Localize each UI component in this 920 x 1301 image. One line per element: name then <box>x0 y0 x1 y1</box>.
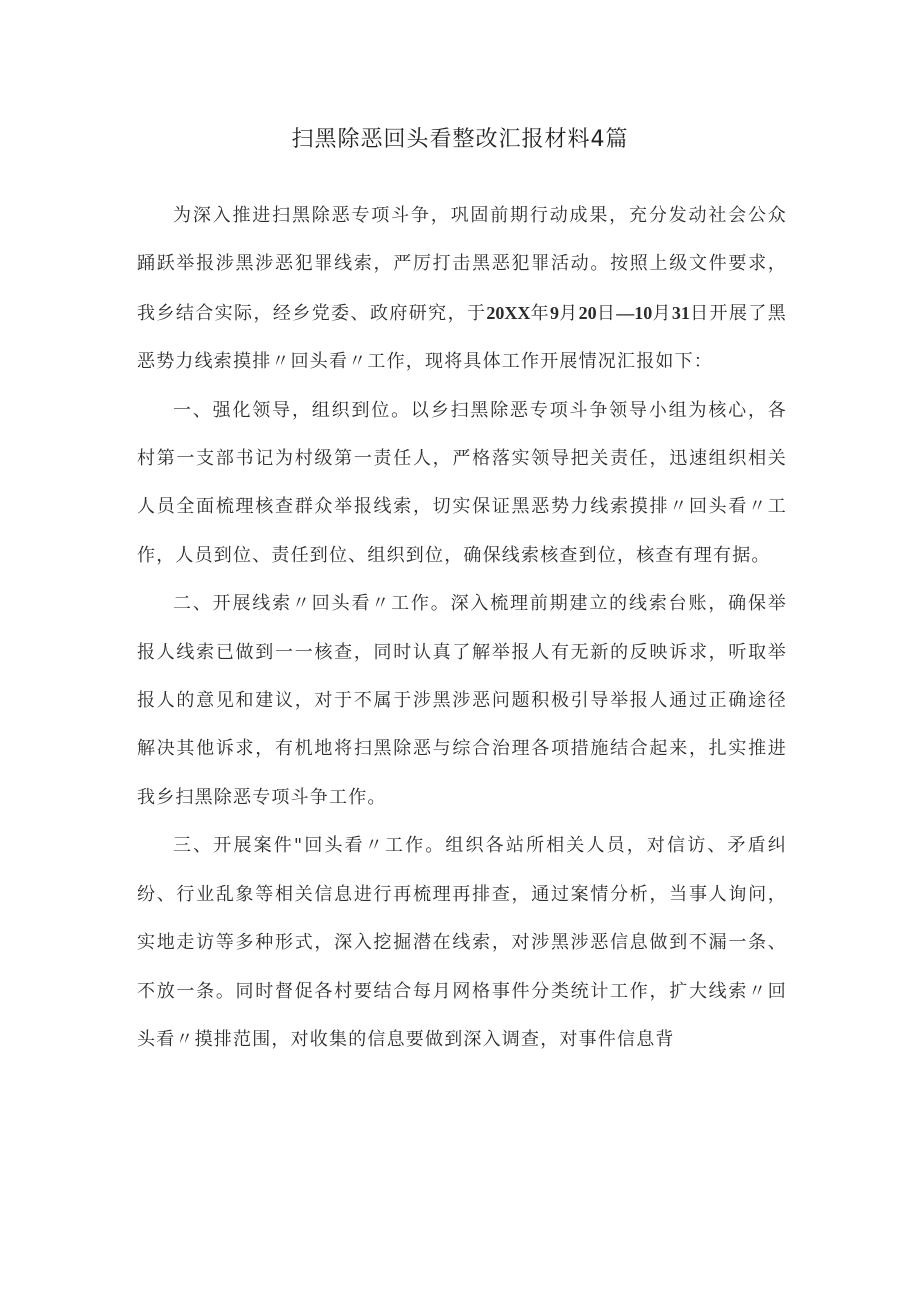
intro-range-end: —10 <box>616 302 653 323</box>
intro-text-e: 月 <box>652 302 672 324</box>
intro-text-a: 为深入推进扫黑除恶专项斗争，巩固前期行动成果，充分发动社会公众踊跃举报涉黑涉恶犯罪线索，严厉打击黑恶犯罪活动。按照上级文件要求，我乡结合实际，经乡党委、政府研究，于 <box>137 205 787 324</box>
intro-year: 20XX <box>486 302 531 323</box>
intro-day-start: 20 <box>578 302 597 323</box>
document-body <box>137 192 787 1064</box>
intro-text-c: 月 <box>559 302 579 324</box>
intro-paragraph <box>137 192 787 387</box>
intro-text-f: 日开展了黑恶势力线索摸排〃回头看〃工作，现将具体工作开展情况汇报如下： <box>137 302 787 373</box>
intro-text-d: 日 <box>596 302 617 324</box>
document-title: 扫黑除恶回头看整改汇报材料4篇 <box>291 127 629 152</box>
intro-month-start: 9 <box>550 302 560 323</box>
section-2-paragraph: 二、开展线索〃回头看〃工作。深入梳理前期建立的线索台账，确保举报人线索已做到一一核查，同时认真了解举报人有无新的反映诉求，听取举报人的意见和建议，对于不属于涉黑涉恶问题积极引导举报人通过正确途径解决其他诉求，有机地将扫黑除恶与综合治理各项措施结合起来，扎实推进我乡扫黑除恶专项斗争工作。 <box>137 593 787 808</box>
intro-text-b: 年 <box>530 302 551 324</box>
section-1-paragraph: 一、强化领导，组织到位。以乡扫黑除恶专项斗争领导小组为核心，各村第一支部书记为村级第一责任人，严格落实领导把关责任，迅速组织相关人员全面梳理核查群众举报线索，切实保证黑恶势力线索摸排〃回头看〃工作，人员到位、责任到位、组织到位，确保线索核查到位，核查有理有据。 <box>137 399 787 566</box>
section-3-paragraph: 三、开展案件"回头看〃工作。组织各站所相关人员，对信访、矛盾纠纷、行业乱象等相关信息进行再梳理再排查，通过案情分析，当事人询问，实地走访等多种形式，深入挖掘潜在线索，对涉黑涉恶信息做到不漏一条、不放一条。同时督促各村要结合每月网格事件分类统计工作，扩大线索〃回头看〃摸排范围，对收集的信息要做到深入调查，对事件信息背 <box>137 835 787 1050</box>
intro-day-end: 31 <box>671 302 690 323</box>
